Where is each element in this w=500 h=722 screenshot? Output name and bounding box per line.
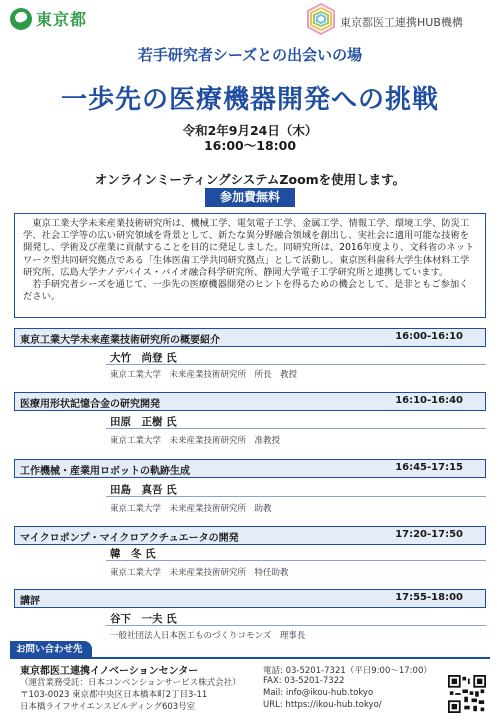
program-header <box>14 392 486 411</box>
intro-box <box>14 213 486 318</box>
free-admission-badge: 参加費無料 <box>205 188 295 207</box>
event-subtitle: 若手研究者シーズとの出会いの場 <box>137 46 363 64</box>
contact-label: お問い合わせ先 <box>10 641 92 658</box>
speaker-affiliation: 東京工業大学 未来産業技術研究所 所長 教授 <box>110 370 298 380</box>
program-item <box>14 328 486 386</box>
program-header <box>14 589 486 608</box>
online-note: オンラインミーティングシステムZoomを使用します。 <box>94 172 406 187</box>
event-time: 16:00〜18:00 <box>203 138 297 153</box>
divider <box>106 560 486 561</box>
program-time: 16:10-16:40 <box>395 395 463 406</box>
contact-address-line-2: 日本橋ライフサイエンスビルディング603号室 <box>20 702 196 712</box>
speaker-affiliation: 東京工業大学 未来産業技術研究所 助教 <box>110 504 272 514</box>
speaker-affiliation: 東京工業大学 未来産業技術研究所 特任助教 <box>110 568 289 578</box>
speaker-name: 谷下 一夫 氏 <box>110 613 177 625</box>
intro-paragraph-1: 東京工業大学未来産業技術研究所は、機械工学、電気電子工学、金属工学、情報工学、環境工学、防災工学、社会工学等の広い研究領域を背景として、新たな異分野融合領域を創出し、実社会に適用可能な技術を開発し、学術及び産業に貢献することを目的に発足しました。同研究所は、2016年度より、文科省のネットワーク型共同研究拠点である「生体医歯工学共同研究拠点」として活動し、東京医科歯科大学生体材料工学研究所、広島大学ナノデバイス・バイオ融合科学研究所、静岡大学電子工学研究所と連携しています。 <box>23 218 475 278</box>
program-time: 17:55-18:00 <box>395 592 463 603</box>
program-item <box>14 392 486 450</box>
program-title: 東京工業大学未来産業技術研究所の概要紹介 <box>20 335 220 346</box>
program-item <box>14 459 486 517</box>
hub-logo <box>304 2 494 36</box>
speaker-name: 韓 冬 氏 <box>110 548 156 560</box>
event-title: 一歩先の医療機器開発への挑戦 <box>60 85 439 115</box>
hub-emblem-icon <box>304 2 338 36</box>
speaker-affiliation: 東京工業大学 未来産業技術研究所 准教授 <box>110 436 281 446</box>
speaker-name: 田原 正樹 氏 <box>110 416 177 428</box>
tokyo-metropolitan-logo <box>10 7 87 30</box>
contact-url[interactable]: URL: https://ikou-hub.tokyo/ <box>263 700 382 710</box>
header <box>0 0 500 40</box>
contact-address-line-1: 〒103-0023 東京都中央区日本橋本町2丁目3-11 <box>20 690 208 700</box>
contact-mail[interactable]: Mail: info@ikou-hub.tokyo <box>263 688 374 698</box>
program-item <box>14 589 486 641</box>
program-title: マイクロポンプ・マイクロアクチュエータの開発 <box>20 533 239 544</box>
contact-phone: 電話: 03-5201-7321（平日9:00〜17:00） <box>263 666 432 676</box>
contact-organization: 東京都医工連携イノベーションセンター <box>20 666 199 677</box>
speaker-name: 田島 真吾 氏 <box>110 484 177 496</box>
hub-logo-text: 東京都医工連携HUB機構 <box>340 16 463 29</box>
program-time: 16:00-16:10 <box>395 331 463 342</box>
program-header <box>14 459 486 478</box>
divider <box>106 428 486 429</box>
qr-code-icon <box>448 675 486 713</box>
tokyo-emblem-icon <box>10 8 32 30</box>
program-time: 17:20-17:50 <box>395 529 463 540</box>
intro-paragraph-2: 若手研究者シーズを通じて、一歩先の医療機器開発のヒントを得るための機会として、是非ともご参加ください。 <box>23 279 469 303</box>
program-title: 医療用形状記憶合金の研究開発 <box>20 399 160 410</box>
divider <box>106 364 486 365</box>
speaker-name: 大竹 尚登 氏 <box>110 352 177 364</box>
divider <box>10 657 490 659</box>
program-item <box>14 526 486 584</box>
divider <box>106 625 486 626</box>
event-date: 令和2年9月24日（木） <box>182 123 318 138</box>
tokyo-logo-text: 東京都 <box>36 10 88 29</box>
speaker-affiliation: 一般社団法人日本医工ものづくりコモンズ 理事長 <box>110 631 306 641</box>
program-time: 16:45-17:15 <box>395 462 463 473</box>
contact-fax: FAX: 03-5201-7322 <box>263 676 345 686</box>
divider <box>106 496 486 497</box>
contact-operator: （運営業務受託：日本コンベンションサービス株式会社） <box>20 678 241 688</box>
program-header <box>14 526 486 545</box>
program-title: 工作機械・産業用ロボットの軌跡生成 <box>20 466 190 477</box>
program-title: 講評 <box>20 596 40 607</box>
program-header <box>14 328 486 347</box>
